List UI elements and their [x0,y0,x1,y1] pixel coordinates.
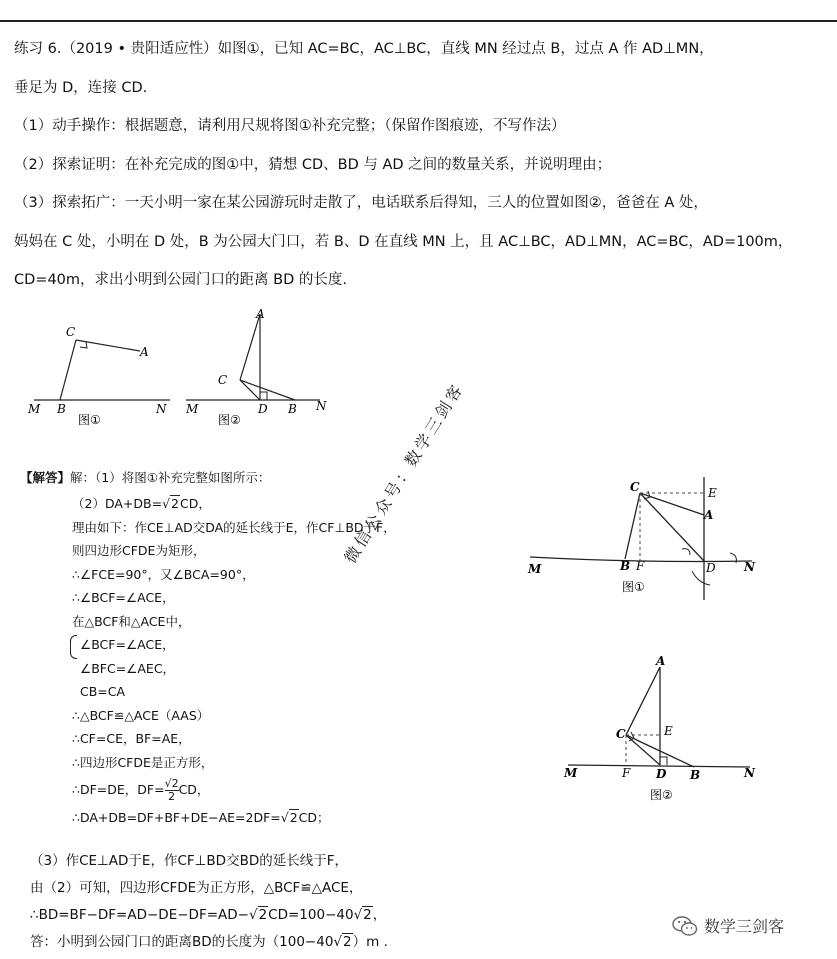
caption-figure-1: 图① [78,413,101,427]
solution-figure-1 [522,475,762,610]
problem-line-7: CD=40m，求出小明到公园门口的距离 BD 的长度. [14,272,347,288]
part3-line-1: （3）作CE⊥AD于E，作CF⊥BD交BD的延长线于F， [30,853,348,869]
caption-solution-figure-1: 图① [622,580,645,594]
part3-line-2: 由（2）可知，四边形CFDE为正方形，△BCF≌△ACE， [30,880,363,896]
figure-1 [20,318,180,433]
step-sum: ∴DA+DB=DF+BF+DE−AE=2DF=√2CD； [72,810,330,825]
label-m: M [564,766,578,780]
label-d: D [656,767,667,781]
label-m: M [528,562,542,576]
condition-1: ∠BCF=∠ACE， [80,637,175,652]
part3-line-3: ∴BD=BF−DF=AD−DE−DF=AD−√2CD=100−40√2， [30,907,387,923]
solution-tag: 【解答】 [20,470,71,485]
top-rule [0,20,837,22]
condition-3: CB=CA [80,684,126,699]
label-a: A [256,307,265,321]
label-n: N [744,766,755,780]
problem-part-2: （2）探索证明：在补充完成的图①中，猜想 CD、BD 与 AD 之间的数量关系，并说明理由； [14,156,612,173]
caption-solution-figure-2: 图② [650,788,673,802]
problem-line-1: 练习 6.（2019 • 贵阳适应性）如图①，已知 AC=BC，AC⊥BC，直线 MN 经过点 B，过点 A 作 AD⊥MN， [14,41,714,57]
caption-figure-2: 图② [218,413,241,427]
label-m: M [186,402,199,416]
label-a: A [140,345,149,359]
solution-heading [20,468,270,486]
wechat-icon [672,915,698,937]
step-congruent: ∴△BCF≌△ACE（AAS） [72,707,210,723]
step-rectangle: 则四边形CFDE为矩形， [72,543,206,558]
label-c: C [616,727,626,741]
step-square: ∴四边形CFDE是正方形， [72,754,214,770]
step-angle-fce: ∴∠FCE=90°，又∠BCA=90°， [72,566,255,582]
step-equal-sides: ∴CF=CE，BF=AE， [72,731,191,746]
step-reason: 理由如下：作CE⊥AD交DA的延长线于E，作CF⊥BD于F， [72,519,396,535]
part3-answer: 答：小明到公园门口的距离BD的长度为（100−40√2）m . [30,934,388,950]
step-angle-bcf: ∴∠BCF=∠ACE， [72,590,175,605]
solution-intro: 解：（1）将图①补充完整如图所示： [70,470,271,485]
condition-brace [72,633,396,704]
problem-line-2: 垂足为 D，连接 CD. [14,79,148,96]
label-b: B [690,768,701,782]
label-c: C [218,373,228,387]
step-df: ∴DF=DE，DF= $\frac{√2}{2}$ CD， [72,777,210,803]
label-a: A [656,655,666,668]
label-e: E [708,486,717,500]
problem-statement [14,30,829,300]
watermark: 微信公众号：数学三剑客 [340,379,468,567]
label-m: M [28,402,41,416]
label-b: B [620,559,631,573]
label-a: A [704,508,714,522]
problem-part-3: （3）探索拓广：一天小明一家在某公园游玩时走散了，电话联系后得知，三人的位置如图②，爸爸在 A 处， [14,195,708,211]
problem-line-6: 妈妈在 C 处，小明在 D 处，B 为公园大门口，若 B、D 在直线 MN 上，且 AC⊥BC，AD⊥MN，AC=BC，AD=100m， [14,233,793,250]
fraction-root2-over-2: $\frac{√2}{2}$ [164,777,179,803]
label-f: F [622,766,631,780]
label-f: F [636,559,645,573]
step-triangles: 在△BCF和△ACE中， [72,613,191,629]
label-b: B [57,402,66,416]
account-logo [672,914,784,937]
solution-figure-2 [560,655,760,805]
label-c: C [66,325,76,339]
figure-2 [180,300,340,435]
brace-symbol [70,635,77,659]
label-n: N [316,399,327,413]
step-claim: （2）DA+DB=√2CD， [72,496,211,511]
condition-2: ∠BFC=∠AEC， [80,660,176,676]
label-b: B [288,402,297,416]
label-n: N [156,402,167,416]
label-n: N [744,560,755,574]
solution-part-3 [30,848,388,956]
logo-text: 数学三剑客 [704,917,785,936]
label-e: E [664,724,673,738]
label-d: D [258,402,268,416]
label-d: D [706,561,716,575]
problem-part-1: （1）动手操作：根据题意，请利用尺规将图①补充完整；（保留作图痕迹，不写作法） [14,118,566,134]
label-c: C [630,480,640,494]
